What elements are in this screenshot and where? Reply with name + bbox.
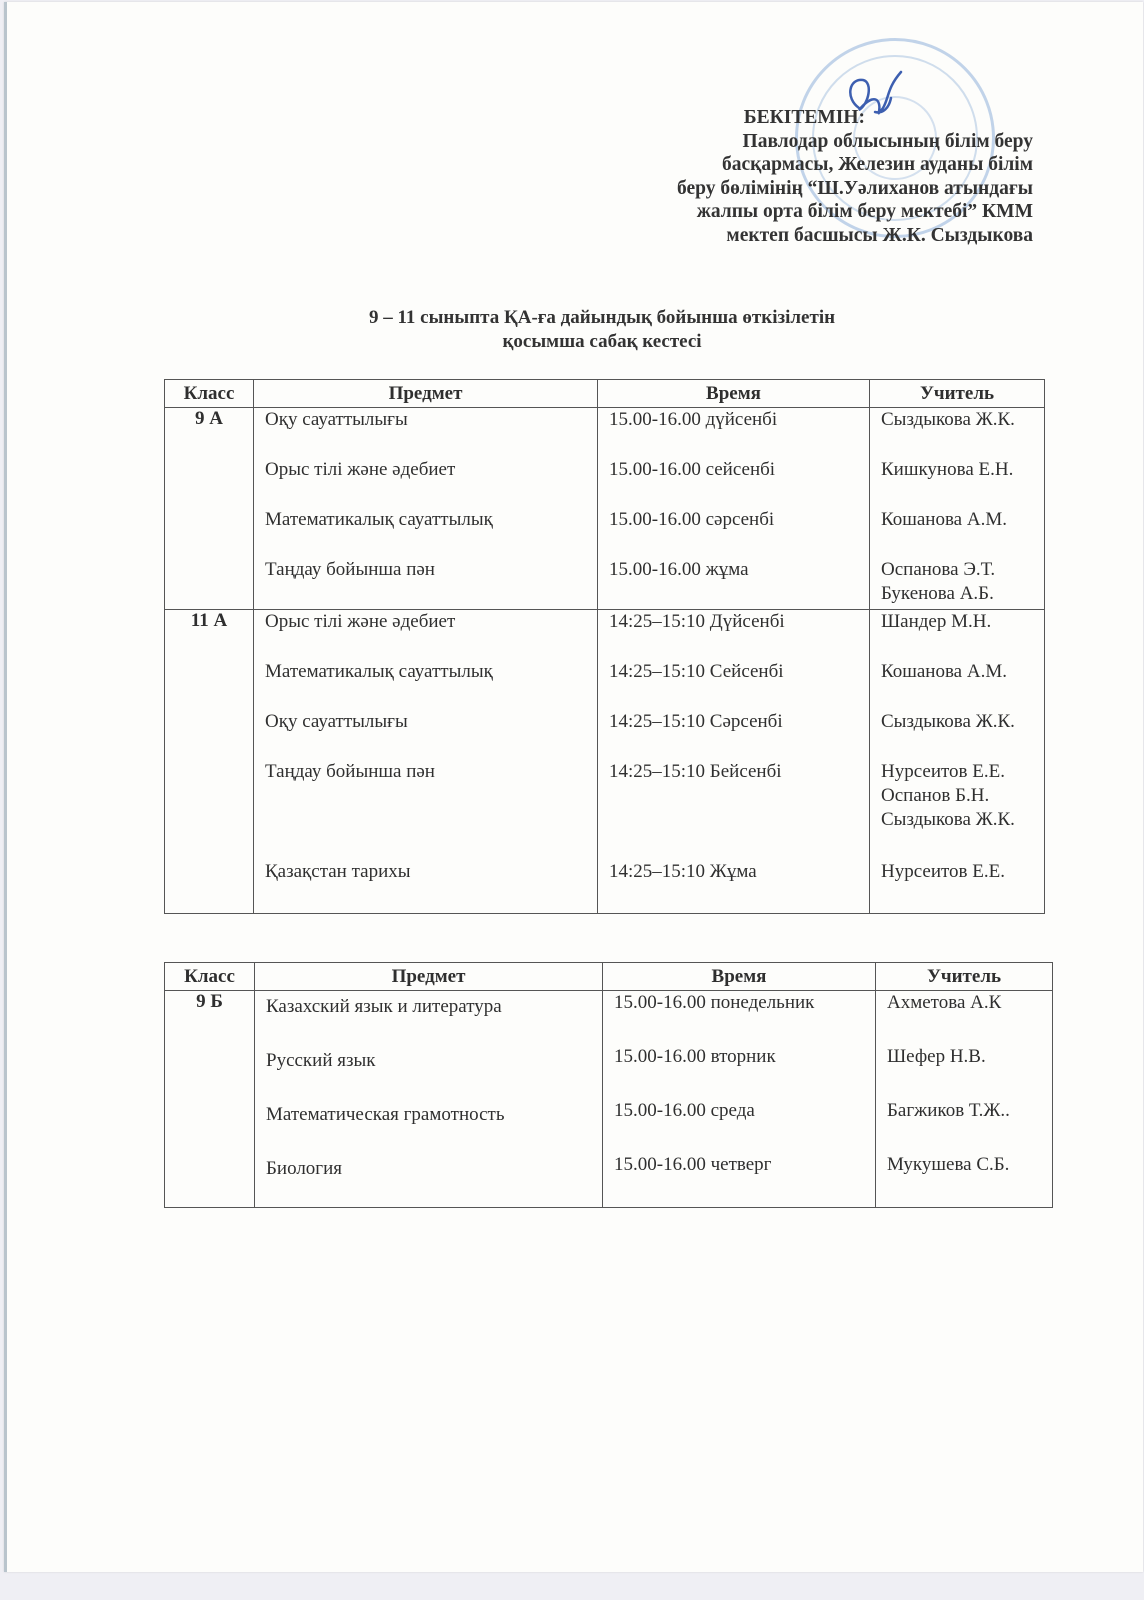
time-item: 15.00-16.00 сәрсенбі <box>609 509 775 530</box>
subject-cell <box>255 991 603 1208</box>
class-cell: 9 А <box>165 408 254 610</box>
column-header-subject: Предмет <box>254 380 598 408</box>
table-header-row <box>165 380 1045 408</box>
time-item: 14:25–15:10 Дүйсенбі <box>609 611 785 632</box>
teacher-item: Букенова А.Б. <box>881 583 994 604</box>
time-item: 15.00-16.00 вторник <box>614 1046 776 1067</box>
subject-item: Таңдау бойынша пән <box>265 559 435 580</box>
time-item: 15.00-16.00 жұма <box>609 559 749 580</box>
teacher-item: Сыздыкова Ж.К. <box>881 409 1015 430</box>
column-header-subject: Предмет <box>255 963 603 991</box>
time-item: 14:25–15:10 Бейсенбі <box>609 761 782 782</box>
column-header-class: Класс <box>165 380 254 408</box>
subject-item: Биология <box>266 1158 343 1179</box>
table-row-class-group <box>165 408 1045 610</box>
approval-block <box>677 106 1033 247</box>
subject-item: Орыс тілі және әдебиет <box>265 611 456 632</box>
subject-item: Казахский язык и литература <box>266 996 502 1017</box>
subject-cell <box>254 408 598 610</box>
document-title-line: қосымша сабақ кестесі <box>502 331 702 352</box>
time-item: 14:25–15:10 Жұма <box>609 861 757 882</box>
approval-heading: БЕКІТЕМІН: <box>743 107 865 128</box>
subject-item: Таңдау бойынша пән <box>265 761 435 782</box>
subject-item: Оқу сауаттылығы <box>265 711 408 732</box>
teacher-item: Кишкунова Е.Н. <box>881 459 1014 480</box>
approval-line: Павлодар облысының білім беру <box>742 130 1033 152</box>
column-header-teacher: Учитель <box>876 963 1053 991</box>
teacher-item: Мукушева С.Б. <box>887 1154 1010 1175</box>
subject-item: Математическая грамотность <box>266 1104 505 1125</box>
teacher-item: Нурсеитов Е.Е. <box>881 861 1005 882</box>
teacher-item: Ахметова А.К <box>887 992 1002 1013</box>
teacher-cell <box>870 610 1045 914</box>
table-header-row <box>165 963 1053 991</box>
time-item: 15.00-16.00 понедельник <box>614 992 815 1013</box>
teacher-item: Шефер Н.В. <box>887 1046 986 1067</box>
document-title <box>297 306 907 354</box>
time-item: 15.00-16.00 четверг <box>614 1154 772 1175</box>
teacher-item: Кошанова А.М. <box>881 661 1007 682</box>
time-item: 14:25–15:10 Сейсенбі <box>609 661 784 682</box>
teacher-cell <box>876 991 1053 1208</box>
teacher-item: Сыздыкова Ж.К. <box>881 711 1015 732</box>
time-item: 14:25–15:10 Сәрсенбі <box>609 711 783 732</box>
teacher-item: Оспанов Б.Н. <box>881 785 990 806</box>
teacher-item: Шандер М.Н. <box>881 611 992 632</box>
scanned-document-page <box>4 2 1143 1572</box>
subject-item: Математикалық сауаттылық <box>265 661 493 682</box>
table-row-class-group <box>165 610 1045 914</box>
approval-line: беру бөлімінің “Ш.Уәлиханов атындағы <box>677 177 1033 199</box>
subject-item: Русский язык <box>266 1050 376 1071</box>
column-header-time: Время <box>603 963 876 991</box>
time-item: 15.00-16.00 дүйсенбі <box>609 409 778 430</box>
class-cell: 9 Б <box>165 991 255 1208</box>
subject-item: Математикалық сауаттылық <box>265 509 493 530</box>
class-cell: 11 А <box>165 610 254 914</box>
document-title-line: 9 – 11 сыныпта ҚА-ға дайындық бойынша өткізілетін <box>368 307 836 328</box>
time-cell <box>598 610 870 914</box>
subject-item: Қазақстан тарихы <box>265 861 411 882</box>
teacher-item: Кошанова А.М. <box>881 509 1007 530</box>
subject-item: Оқу сауаттылығы <box>265 409 408 430</box>
time-cell <box>598 408 870 610</box>
subject-item: Орыс тілі және әдебиет <box>265 459 456 480</box>
teacher-item: Нурсеитов Е.Е. <box>881 761 1005 782</box>
teacher-item: Оспанова Э.Т. <box>881 559 996 580</box>
teacher-item: Сыздыкова Ж.К. <box>881 809 1015 830</box>
approval-line: жалпы орта білім беру мектебі” КММ <box>696 201 1033 222</box>
column-header-time: Время <box>598 380 870 408</box>
time-cell <box>603 991 876 1208</box>
time-item: 15.00-16.00 сейсенбі <box>609 459 776 480</box>
column-header-class: Класс <box>165 963 255 991</box>
teacher-cell <box>870 408 1045 610</box>
schedule-table-9b <box>164 962 1053 1208</box>
table-row-class-group <box>165 991 1053 1208</box>
teacher-item: Багжиков Т.Ж.. <box>887 1100 1010 1121</box>
subject-cell <box>254 610 598 914</box>
time-item: 15.00-16.00 среда <box>614 1100 755 1121</box>
schedule-table-9a-11a <box>164 379 1045 914</box>
approval-line: басқармасы, Железин ауданы білім <box>722 154 1033 175</box>
approval-line: мектеп басшысы Ж.К. Сыздыкова <box>726 224 1033 246</box>
column-header-teacher: Учитель <box>870 380 1045 408</box>
